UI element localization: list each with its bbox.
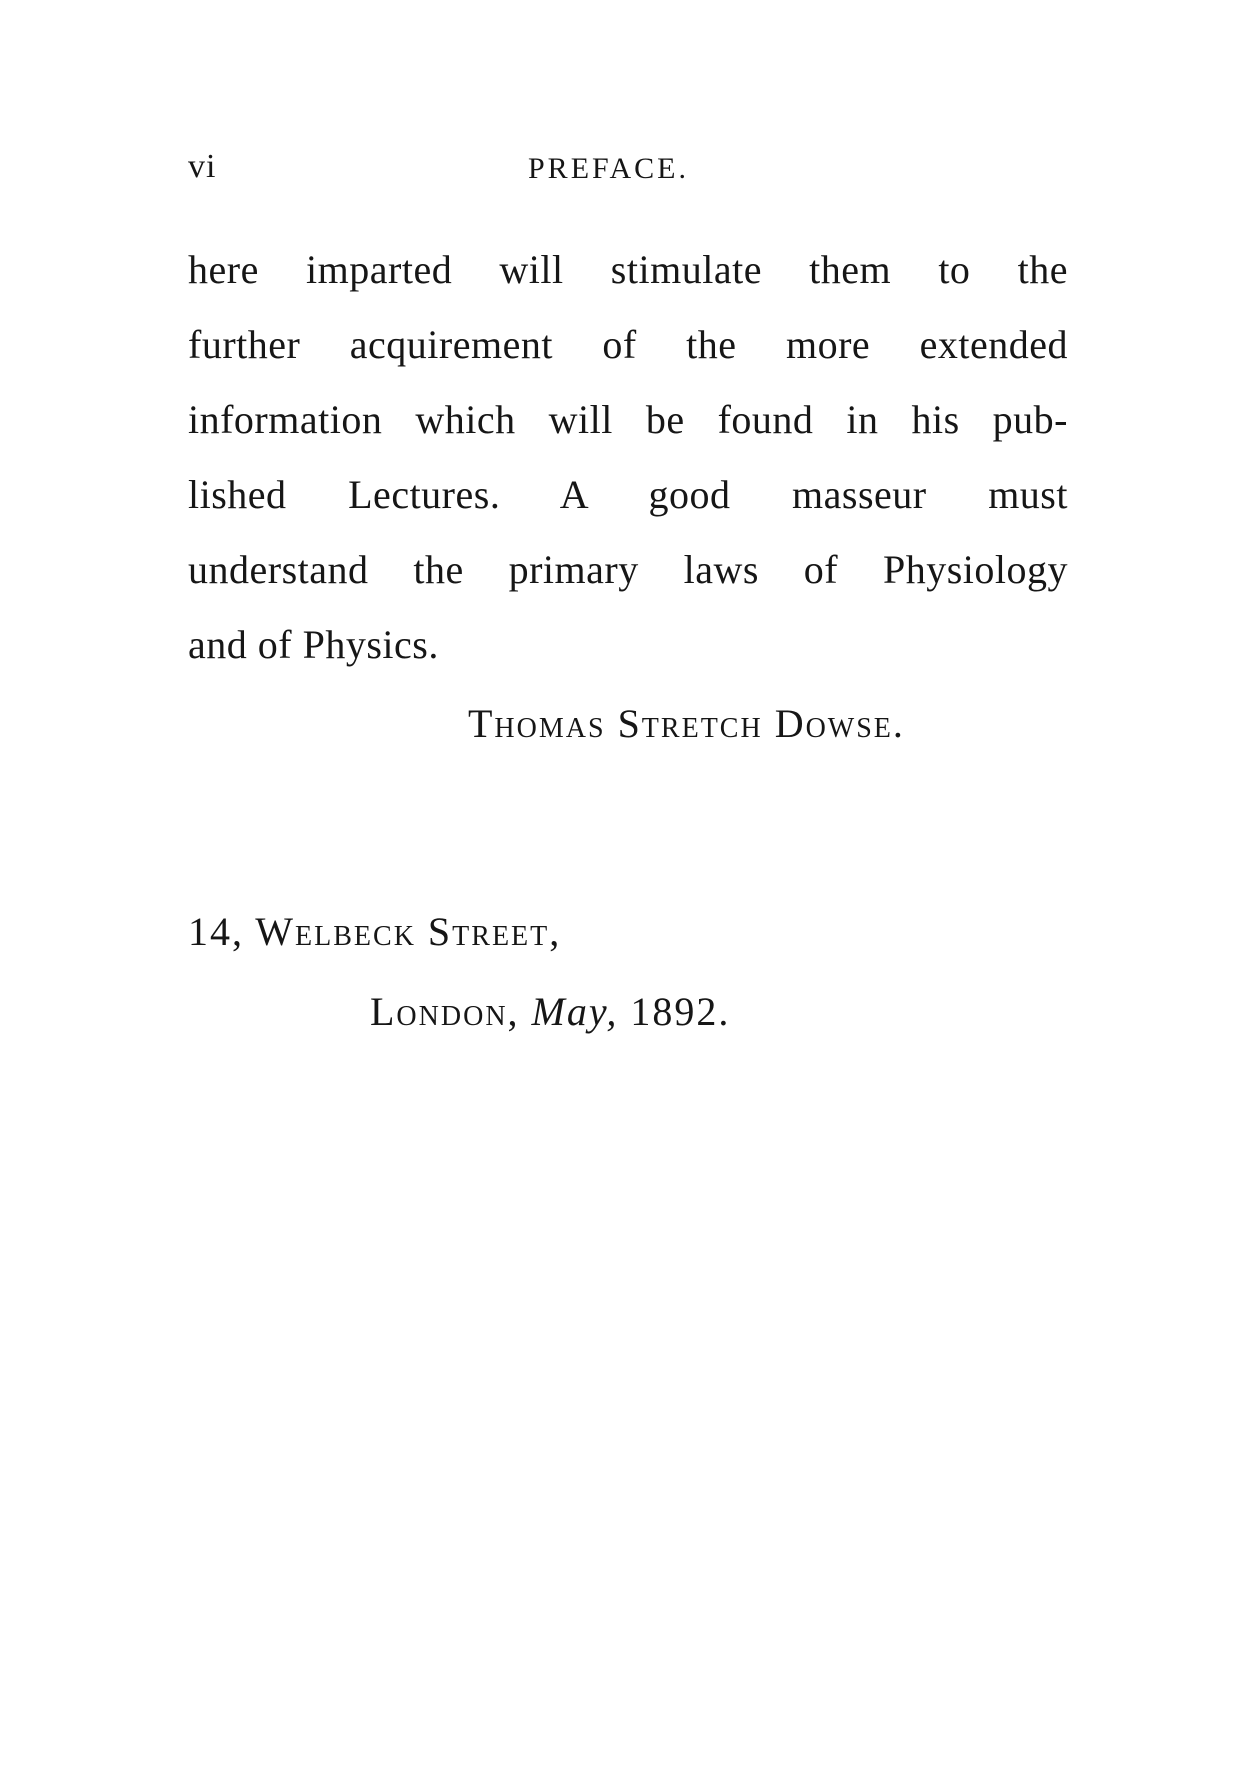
preface-paragraph xyxy=(188,232,1068,682)
paragraph-line: lished Lectures. A good masseur must xyxy=(188,472,1068,517)
author-signature: Thomas Stretch Dowse. xyxy=(468,701,905,746)
paragraph-line: information which will be found in his pub- xyxy=(188,397,1068,442)
running-head xyxy=(188,148,1068,188)
street-address: 14, Welbeck Street, xyxy=(188,909,562,954)
paragraph-line: here imparted will stimulate them to the xyxy=(188,247,1068,292)
address-block xyxy=(188,892,730,1052)
paragraph-line: further acquirement of the more extended xyxy=(188,322,1068,367)
city-name: London, xyxy=(370,989,520,1034)
running-title: PREFACE. xyxy=(528,152,689,185)
city-date-line xyxy=(188,972,730,1052)
month: May, xyxy=(531,989,619,1034)
paragraph-line: and of Physics. xyxy=(188,622,439,667)
page-number: vi xyxy=(188,148,217,185)
year: 1892. xyxy=(630,989,731,1034)
paragraph-line: understand the primary laws of Physiology xyxy=(188,547,1068,592)
